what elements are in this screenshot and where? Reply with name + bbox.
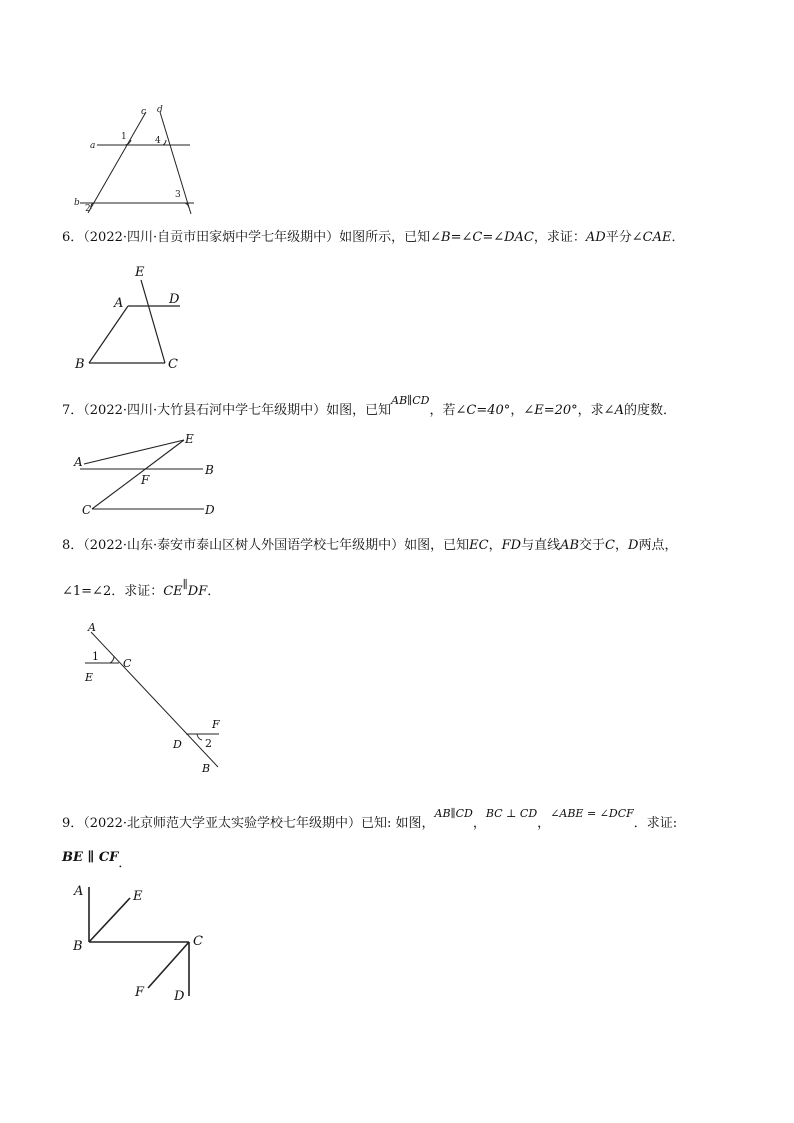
q6-source: （2022·四川·自贡市田家炳中学七年级期中）	[83, 230, 340, 245]
q8-t4: 交于	[579, 538, 606, 553]
q9-number: 9．	[62, 816, 84, 831]
q7-t4: ，求	[577, 403, 604, 418]
q8-label-A: A	[88, 621, 96, 634]
label-1: 1	[121, 132, 127, 142]
label-d: d	[157, 105, 163, 115]
q6-label-D: D	[169, 292, 180, 307]
q8-df: DF	[187, 584, 208, 599]
q8-fd: FD	[501, 538, 522, 553]
q9-label-D: D	[174, 989, 185, 1004]
q8-label-B: B	[202, 762, 211, 775]
q9-conclusion: BE ∥ CF	[62, 850, 119, 865]
label-3: 3	[175, 190, 181, 200]
q6-t2: ，求证：	[533, 230, 586, 245]
label-a: a	[90, 141, 96, 151]
q9-line-be	[89, 898, 130, 942]
q9-label-F: F	[135, 985, 145, 1000]
q8-d: D	[628, 538, 639, 553]
q8-line2-a: ∠1=∠2．求证：	[62, 584, 164, 599]
q9-label-B: B	[73, 939, 83, 954]
q8-source: （2022·山东·泰安市泰山区树人外国语学校七年级期中）	[83, 538, 405, 553]
q8-label-D: D	[173, 738, 182, 751]
q8-label-2: 2	[205, 737, 212, 750]
q6-condition: ∠B=∠C=∠DAC	[430, 230, 534, 245]
q7-c-angle: ∠C=40°	[455, 403, 511, 418]
q9-t1: 已知: 如图，	[361, 816, 435, 831]
q7-t3: ，	[510, 403, 524, 418]
q7-parallel: AB∥CD	[391, 394, 430, 407]
q9-cond-3: ∠ABE = ∠DCF	[550, 807, 634, 820]
q8-label-C: C	[123, 657, 132, 670]
q6-label-A: A	[114, 296, 124, 311]
q7-label-A: A	[74, 455, 83, 469]
q9-sep1: ，	[472, 816, 486, 831]
q6-ad: AD	[585, 230, 606, 245]
q6-label-C: C	[168, 357, 178, 372]
q9-t2: ．求证:	[633, 816, 678, 831]
q8-t2: ，	[488, 538, 502, 553]
q8-t6: 两点，	[638, 538, 678, 553]
q9-label-C: C	[193, 934, 203, 949]
q7-t2: ，若	[429, 403, 456, 418]
q7-label-F: F	[141, 473, 150, 487]
q7-t5: 的度数．	[623, 403, 676, 418]
q7-e-angle: ∠E=20°	[523, 403, 578, 418]
q6-angle: ∠CAE	[631, 230, 672, 245]
q7-number: 7．	[62, 403, 84, 418]
label-4: 4	[155, 136, 161, 146]
q8-label-1: 1	[92, 650, 99, 663]
q9-line2-end: ．	[118, 856, 132, 871]
q9-line-cf	[148, 942, 189, 988]
q9-cond-1: AB∥CD	[434, 807, 473, 820]
q8-t5: ，	[615, 538, 629, 553]
q7-a-angle: ∠A	[603, 403, 624, 418]
q9-source: （2022·北京师范大学亚太实验学校七年级期中）	[83, 816, 361, 831]
q7-label-E: E	[185, 432, 194, 446]
q8-line2-end: ．	[207, 584, 221, 599]
q6-t4: ．	[671, 230, 685, 245]
q8-par: ∥	[182, 578, 188, 591]
q9-label-A: A	[74, 884, 84, 899]
label-b: b	[74, 198, 80, 208]
q8-ce: CE	[163, 584, 183, 599]
q8-c: C	[605, 538, 615, 553]
q7-label-D: D	[205, 503, 215, 517]
q6-number: 6．	[62, 230, 84, 245]
q8-ec: EC	[469, 538, 489, 553]
q7-source: （2022·四川·大竹县石河中学七年级期中）	[83, 403, 327, 418]
q8-label-E: E	[85, 671, 94, 684]
q6-label-B: B	[75, 357, 85, 372]
q7-t1: 如图，已知	[326, 403, 392, 418]
q8-ab: AB	[560, 538, 580, 553]
label-2: 2	[85, 204, 91, 214]
q7-label-B: B	[205, 463, 214, 477]
q6-label-E: E	[135, 265, 145, 280]
q9-label-E: E	[133, 889, 143, 904]
label-c: c	[141, 107, 147, 117]
q6-t3: 平分	[605, 230, 632, 245]
q8-t1: 如图，已知	[404, 538, 470, 553]
q9-cond-2: BC ⊥ CD	[485, 807, 538, 820]
q8-t3: 与直线	[521, 538, 561, 553]
q6-t1: 如图所示，已知	[339, 230, 431, 245]
q9-sep2: ，	[537, 816, 551, 831]
q8-label-F: F	[212, 718, 220, 731]
q8-number: 8．	[62, 538, 84, 553]
q7-label-C: C	[82, 503, 92, 517]
